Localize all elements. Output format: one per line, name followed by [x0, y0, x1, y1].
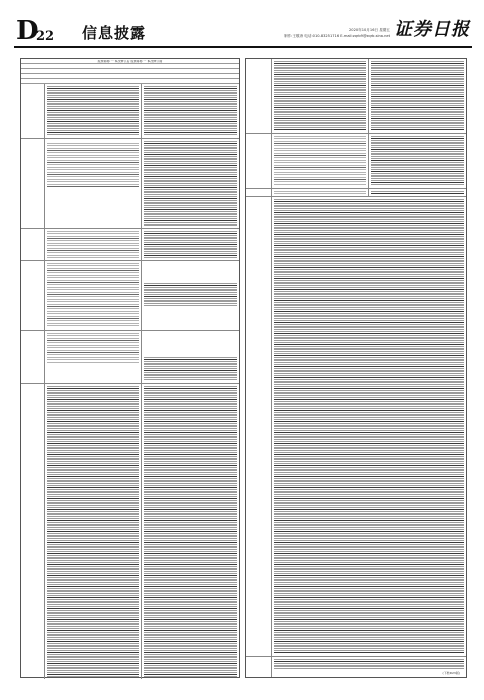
page-number: 22: [36, 29, 55, 44]
page-letter: D: [16, 16, 39, 46]
table-row: [246, 59, 466, 134]
masthead-logo: 证券日报: [394, 19, 470, 40]
table-row: [21, 331, 239, 384]
merged-cell: [272, 657, 466, 677]
after-cell: [142, 261, 239, 330]
after-cell: [142, 84, 239, 138]
row-label: [246, 657, 272, 677]
after-cell: [142, 139, 239, 228]
left-table-panel: [20, 58, 240, 678]
after-cell: [142, 384, 239, 679]
row-label: [21, 331, 45, 383]
table-row: [21, 384, 239, 679]
row-label: [246, 59, 272, 133]
row-label: [21, 229, 45, 260]
before-cell: [45, 384, 142, 679]
continued-note: (下转D23版): [442, 671, 460, 675]
header-rule: [14, 46, 472, 48]
table-row: [246, 134, 466, 189]
after-cell: [142, 229, 239, 260]
row-label: [21, 84, 45, 138]
table-row: [246, 197, 466, 657]
merged-cell: [272, 197, 466, 656]
row-label: [21, 384, 45, 679]
table-row: [246, 189, 466, 197]
row-label: [21, 261, 45, 330]
contact-line: 制作:王敬涛 电话:010-83251716 E-mail:zqrb9@zqrb.sina.net: [283, 34, 390, 38]
before-cell: [45, 331, 142, 383]
before-cell: [45, 139, 142, 228]
before-cell: [272, 59, 369, 133]
table-row: [246, 657, 466, 677]
after-cell: [142, 331, 239, 383]
before-cell: [45, 84, 142, 138]
table-row: [21, 261, 239, 331]
before-cell: [45, 229, 142, 260]
after-cell: [369, 59, 466, 133]
after-cell: [369, 134, 466, 188]
table-row: [21, 84, 239, 139]
before-cell: [272, 134, 369, 188]
row-label: [246, 189, 272, 196]
table-row: [21, 229, 239, 261]
table-head-text: 股票简称 一 本次修订后 股票简称 一 本次修订前: [97, 60, 163, 63]
right-table-panel: [245, 58, 467, 678]
after-cell: [369, 189, 466, 196]
date-line: 2020年10月16日 星期五: [349, 28, 390, 32]
page-header: [14, 14, 472, 46]
table-row: [21, 139, 239, 229]
section-title: 信息披露: [82, 24, 147, 42]
row-label: [21, 139, 45, 228]
row-label: [246, 197, 272, 656]
before-cell: [272, 189, 369, 196]
before-cell: [45, 261, 142, 330]
row-label: [246, 134, 272, 188]
